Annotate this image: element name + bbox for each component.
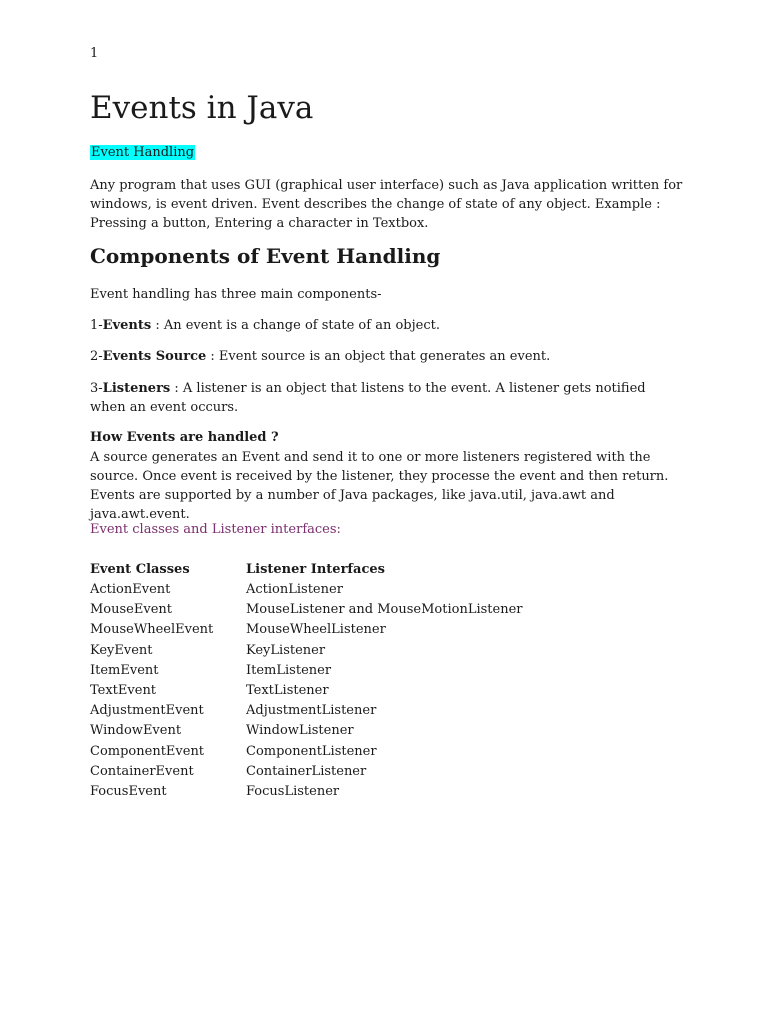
intro-paragraph: Any program that uses GUI (graphical user interface) such as Java application written for windows, is event driven. Event describes the change of state of any object. Example : Pressing a button, Entering a character in Textbox. (90, 178, 683, 231)
component-number: 3- (90, 381, 103, 396)
event-classes-table (90, 559, 650, 802)
table-row (90, 782, 650, 802)
component-term: Listeners (102, 381, 171, 396)
how-paragraph: A source generates an Event and send it to one or more listeners registered with the source. Once event is received by the listener, they processe the event and then return. Events are supported by a number of Java packages, like java.util, java.awt and java.awt.event. (90, 450, 669, 522)
table-row (90, 661, 650, 681)
listener-interface-cell: AdjustmentListener (246, 703, 377, 719)
event-class-cell: ItemEvent (90, 662, 159, 678)
table-row (90, 620, 650, 640)
page-number: 1 (90, 46, 99, 61)
component-item-source (90, 347, 685, 366)
highlighted-label: Event Handling (91, 145, 195, 160)
classes-caption: Event classes and Listener interfaces: (90, 522, 341, 537)
table-body (90, 580, 650, 802)
component-number: 1- (90, 318, 103, 333)
table-row (90, 721, 650, 741)
listener-interface-cell: WindowListener (246, 723, 354, 739)
listener-interface-cell: MouseWheelListener (246, 622, 386, 638)
event-class-cell: AdjustmentEvent (90, 703, 204, 719)
component-description: : A listener is an object that listens to the event. A listener gets notified when an event occurs. (90, 381, 646, 415)
listener-interface-cell: ItemListener (246, 662, 332, 678)
listener-interface-cell: FocusListener (246, 783, 340, 799)
listener-interface-cell: ContainerListener (246, 763, 367, 779)
event-class-cell: MouseEvent (90, 602, 172, 618)
column-header: Event Classes (90, 562, 190, 577)
components-heading: Components of Event Handling (90, 244, 441, 268)
listener-interface-cell: MouseListener and MouseMotionListener (246, 602, 523, 618)
event-class-cell: ContainerEvent (90, 763, 194, 779)
event-class-cell: ComponentEvent (90, 743, 205, 759)
table-row (90, 681, 650, 701)
table-row (90, 641, 650, 661)
component-description: : An event is a change of state of an object. (151, 318, 440, 333)
table-row (90, 742, 650, 762)
component-item-events (90, 316, 685, 335)
component-number: 2- (90, 349, 103, 364)
component-term: Events Source (102, 349, 207, 364)
table-row (90, 762, 650, 782)
event-class-cell: TextEvent (90, 683, 157, 699)
listener-interface-cell: TextListener (246, 683, 329, 699)
table-header-row (90, 559, 650, 580)
event-class-cell: KeyEvent (90, 642, 153, 658)
listener-interface-cell: KeyListener (246, 642, 326, 658)
table-row (90, 600, 650, 620)
event-class-cell: FocusEvent (90, 783, 167, 799)
event-class-cell: WindowEvent (90, 723, 182, 739)
table-row (90, 580, 650, 600)
event-class-cell: ActionEvent (90, 582, 171, 598)
components-intro: Event handling has three main components- (90, 287, 382, 302)
component-term: Events (102, 318, 152, 333)
how-heading: How Events are handled ? (90, 430, 279, 445)
column-header: Listener Interfaces (246, 562, 385, 577)
listener-interface-cell: ActionListener (246, 582, 343, 598)
table-row (90, 701, 650, 721)
event-class-cell: MouseWheelEvent (90, 622, 214, 638)
component-item-listeners (90, 379, 685, 417)
page-title: Events in Java (90, 90, 314, 126)
component-description: : Event source is an object that generates an event. (206, 349, 551, 364)
listener-interface-cell: ComponentListener (246, 743, 377, 759)
